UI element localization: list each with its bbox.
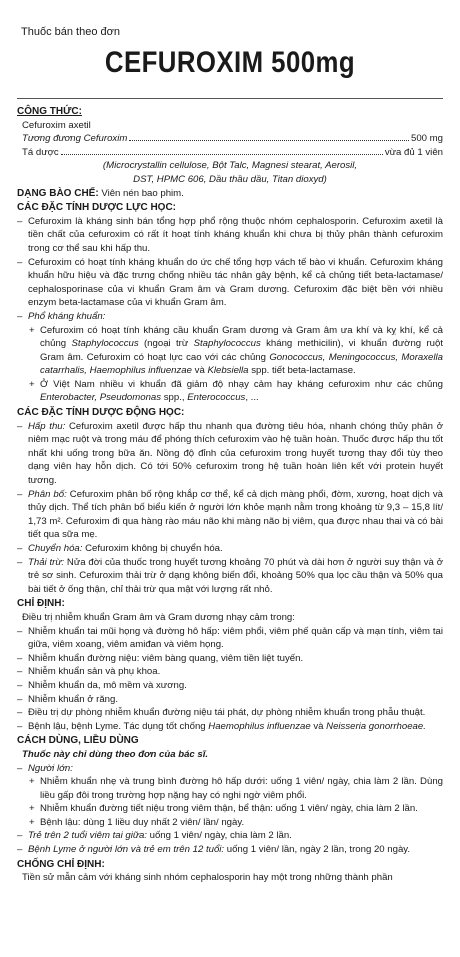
spectrum-label: Phổ kháng khuẩn: — [28, 310, 106, 322]
list-item: – Người lớn: — [17, 762, 443, 776]
pd-paragraph-1: Cefuroxim là kháng sinh bán tổng hợp phổ rộng thuộc nhóm cephalosporin. Cefuroxim axetil là tiền chất của cefuroxim có rất ít hoạt tính kháng khuẩn khi chưa bị thủy phân thành cefuroxim trong cơ thể sau khi hấp thu. — [28, 215, 443, 254]
contraindications-text: Tiền sử mẫn cảm với kháng sinh nhóm cephalosporin hay một trong những thành phần — [22, 872, 393, 884]
dosage-form-value: Viên nén bao phim. — [101, 187, 184, 199]
indications-intro: Điều trị nhiễm khuẩn Gram âm và Gram dương nhạy cảm trong: — [22, 611, 295, 623]
pd-paragraph-2: Cefuroxim có hoạt tính kháng khuẩn do ức chế tổng hợp vách tế bào vi khuẩn. Cefuroxim kháng khuẩn hữu hiệu và đặc trưng chống nhiều tác nhân gây bệnh, kể cả chủng tiết beta-lactamase/ cephalosporinase của vi khuẩn Gram âm và Gram dương. Cefuroxim đặc biệt bền với nhiều enzym beta-lactamase của vi khuẩn Gram âm. — [28, 256, 443, 309]
metabolism-text: Chuyển hóa: Cefuroxim không bị chuyển hóa. — [28, 543, 223, 554]
excipient-list-2: DST, HPMC 606, Dầu thầu dầu, Titan dioxyd) — [133, 173, 327, 185]
list-item: – Nhiễm khuẩn tai mũi họng và đường hô hấp: viêm phổi, viêm phế quản cấp và mạn tính, viêm tai giữa, viêm xoang, viêm amiđan và viêm họng. — [17, 625, 443, 651]
dosage-form-line — [17, 187, 443, 201]
list-item: – Bệnh Lyme ở người lớn và trẻ em trên 12 tuổi: uống 1 viên/ lần, ngày 2 lần, trong 20 ngày. — [17, 843, 443, 857]
excipient-line — [17, 146, 443, 160]
list-item: – Nhiễm khuẩn ở răng. — [17, 693, 119, 705]
list-item: – Chuyển hóa: Cefuroxim không bị chuyển hóa. — [17, 542, 443, 556]
list-item: – Cefuroxim là kháng sinh bán tổng hợp phổ rộng thuộc nhóm cephalosporin. Cefuroxim axetil là tiền chất của cefuroxim có rất ít hoạt tính kháng khuẩn khi chưa bị thủy phân thành cefuroxim trong cơ thể sau khi hấp thu. — [17, 215, 443, 254]
pharmacokinetics-heading: CÁC ĐẶC TÍNH DƯỢC ĐỘNG HỌC: — [17, 407, 185, 419]
list-item: – Nhiễm khuẩn da, mô mềm và xương. — [17, 679, 187, 691]
pharmacodynamics-heading: CÁC ĐẶC TÍNH DƯỢC LỰC HỌC: — [17, 202, 176, 214]
absorption-text: Hấp thu: Cefuroxim axetil được hấp thu nhanh qua đường tiêu hóa, nhanh chóng thủy phân ở niêm mạc ruột và trong máu để phóng thích cefuroxim vào hệ tuần hoàn. Thuốc được hấp thu tốt nhất khi uống trong bữa ăn. Nồng độ đỉnh của cefuroxim trong huyết tương thay đổi tùy theo dạng viên hay hỗn dịch. Có tới 50% cefuroxim trong hệ tuần hoàn liên kết với protein huyết tương. — [28, 420, 443, 487]
equivalent-label: Tương đương Cefuroxim — [22, 133, 128, 145]
list-item: – Phân bố: Cefuroxim phân bố rộng khắp cơ thể, kể cả dịch màng phổi, đờm, xương, hoạt dịch và thủy dịch. Thể tích phân bố biểu kiến ở người lớn khỏe mạnh nằm trong khoảng từ 9,3 – 15,8 lít/ 1,73 m². Cefuroxim đi qua hàng rào máu não khi màng não bị viêm, qua được nhau thai và có bài tiết qua sữa mẹ. — [17, 488, 443, 541]
adults-label: Người lớn: — [28, 762, 73, 774]
list-item: – Cefuroxim có hoạt tính kháng khuẩn do ức chế tổng hợp vách tế bào vi khuẩn. Cefuroxim kháng khuẩn hữu hiệu và đặc trưng chống nhiều tác nhân gây bệnh, kể cả chủng tiết beta-lactamase/ cephalosporinase của vi khuẩn Gram âm và Gram dương. Cefuroxim đặc biệt bền với nhiều enzym beta-lactamase của vi khuẩn Gram âm. — [17, 256, 443, 309]
dosage-heading: CÁCH DÙNG, LIỀU DÙNG — [17, 735, 139, 747]
list-item: – Nhiễm khuẩn sản và phụ khoa. — [17, 666, 161, 678]
dot-leader — [61, 154, 383, 155]
list-item: + Nhiễm khuẩn đường tiết niệu trong viêm thận, bể thận: uống 1 viên/ ngày, chia làm 2 lần. — [29, 803, 418, 815]
prescription-note: Thuốc này chỉ dùng theo đơn của bác sĩ. — [22, 748, 209, 760]
list-item: + Cefuroxim có hoạt tính kháng cầu khuẩn Gram dương và Gram âm ưa khí và kỵ khí, kể cả chủng Staphylococcus (ngoại trừ Staphylococcus kháng methicilin), vi khuẩn đường ruột Gram âm. Cefuroxim có hoạt lực cao với các chủng Gonococcus, Meningococcus, Moraxella catarrhalis, Haemophilus influenzae và Klebsiella spp. tiết beta-lactamase. — [29, 324, 443, 377]
dot-leader — [129, 140, 409, 141]
elimination-text: Thải trừ: Nửa đời của thuốc trong huyết tương khoảng 70 phút và dài hơn ở người suy thận và ở trẻ sơ sinh. Cefuroxim thải trừ ở dạng không biến đổi, khoảng 50% qua lọc cầu thận và 50% qua bài tiết ở ống thận, chỉ thải trừ qua mật với lượng rất nhỏ. — [28, 556, 443, 595]
contraindications-heading: CHỐNG CHỈ ĐỊNH: — [17, 858, 105, 870]
list-item: + Nhiễm khuẩn nhẹ và trung bình đường hô hấp dưới: uống 1 viên/ ngày, chia làm 2 lần. Dùng liều gấp đôi trong trường hợp nặng hay có nghi ngờ viêm phổi. — [29, 776, 443, 801]
leaflet-body — [17, 105, 443, 885]
indications-heading: CHỈ ĐỊNH: — [17, 598, 65, 610]
distribution-text: Phân bố: Cefuroxim phân bố rộng khắp cơ thể, kể cả dịch màng phổi, đờm, xương, hoạt dịch và thủy dịch. Thể tích phân bố biểu kiến ở người lớn khỏe mạnh nằm trong khoảng từ 9,3 – 15,8 lít/ 1,73 m². Cefuroxim đi qua hàng rào máu não khi màng não bị viêm, qua được nhau thai và có bài tiết qua sữa mẹ. — [28, 488, 443, 541]
list-item: – Phổ kháng khuẩn: — [17, 310, 443, 324]
lyme-indication: Bệnh lậu, bệnh Lyme. Tác dụng tốt chống Haemophilus influenzae và Neisseria gonorrhoeae. — [28, 720, 426, 732]
active-ingredient: Cefuroxim axetil — [22, 119, 91, 131]
composition-heading: CÔNG THỨC: — [17, 106, 82, 117]
list-item: – Điều trị dự phòng nhiễm khuẩn đường niệu tái phát, dự phòng nhiễm khuẩn trong phẫu thuật. — [17, 707, 426, 719]
spectrum-item-2: Ở Việt Nam nhiều vi khuẩn đã giảm độ nhạy cảm hay kháng cefuroxim như các chủng Enterobacter, Pseudomonas spp., Enterococcus, ... — [40, 378, 443, 404]
prescription-label: Thuốc bán theo đơn — [21, 26, 120, 38]
list-item: + Bệnh lậu: dùng 1 liều duy nhất 2 viên/ lần/ ngày. — [29, 816, 245, 828]
product-title: CEFUROXIM 500mg — [104, 46, 356, 79]
list-item: – Bệnh lậu, bệnh Lyme. Tác dụng tốt chống Haemophilus influenzae và Neisseria gonorrhoeae. — [17, 720, 443, 734]
excipient-label: Tá dược — [22, 146, 59, 158]
equivalent-line — [17, 132, 443, 146]
excipient-list-1: (Microcrystallin cellulose, Bột Talc, Magnesi stearat, Aerosil, — [102, 160, 358, 172]
dosage-form-heading: DẠNG BÀO CHẾ: — [17, 187, 99, 199]
excipient-value: vừa đủ 1 viên — [384, 146, 443, 158]
list-item: – Trẻ trên 2 tuổi viêm tai giữa: uống 1 viên/ ngày, chia làm 2 lần. — [17, 829, 443, 843]
divider — [17, 98, 443, 99]
list-item: – Thải trừ: Nửa đời của thuốc trong huyết tương khoảng 70 phút và dài hơn ở người suy thận và ở trẻ sơ sinh. Cefuroxim thải trừ ở dạng không biến đổi, khoảng 50% qua lọc cầu thận và 50% qua bài tiết ở ống thận, chỉ thải trừ qua mật với lượng rất nhỏ. — [17, 556, 443, 595]
equivalent-value: 500 mg — [411, 133, 443, 145]
list-item: + Ở Việt Nam nhiều vi khuẩn đã giảm độ nhạy cảm hay kháng cefuroxim như các chủng Enterobacter, Pseudomonas spp., Enterococcus, ... — [29, 378, 443, 404]
lyme-dosage: Bệnh Lyme ở người lớn và trẻ em trên 12 tuổi: uống 1 viên/ lần, ngày 2 lần, trong 20 ngày. — [28, 844, 411, 856]
list-item: – Hấp thu: Cefuroxim axetil được hấp thu nhanh qua đường tiêu hóa, nhanh chóng thủy phân ở niêm mạc ruột và trong máu để phóng thích cefuroxim vào hệ tuần hoàn. Thuốc được hấp thu tốt nhất khi uống trong bữa ăn. Nồng độ đỉnh của cefuroxim trong huyết tương thay đổi tùy theo dạng viên hay hỗn dịch. Có tới 50% cefuroxim trong hệ tuần hoàn liên kết với protein huyết tương. — [17, 420, 443, 487]
list-item: – Nhiễm khuẩn đường niệu: viêm bàng quang, viêm tiền liệt tuyến. — [17, 652, 304, 664]
child-dosage: Trẻ trên 2 tuổi viêm tai giữa: uống 1 viên/ ngày, chia làm 2 lần. — [28, 830, 292, 842]
spectrum-item-1: Cefuroxim có hoạt tính kháng cầu khuẩn Gram dương và Gram âm ưa khí và kỵ khí, kể cả chủng Staphylococcus (ngoại trừ Staphylococcus kháng methicilin), vi khuẩn đường ruột Gram âm. Cefuroxim có hoạt lực cao với các chủng Gonococcus, Meningococcus, Moraxella catarrhalis, Haemophilus influenzae và Klebsiella spp. tiết beta-lactamase. — [40, 324, 443, 377]
